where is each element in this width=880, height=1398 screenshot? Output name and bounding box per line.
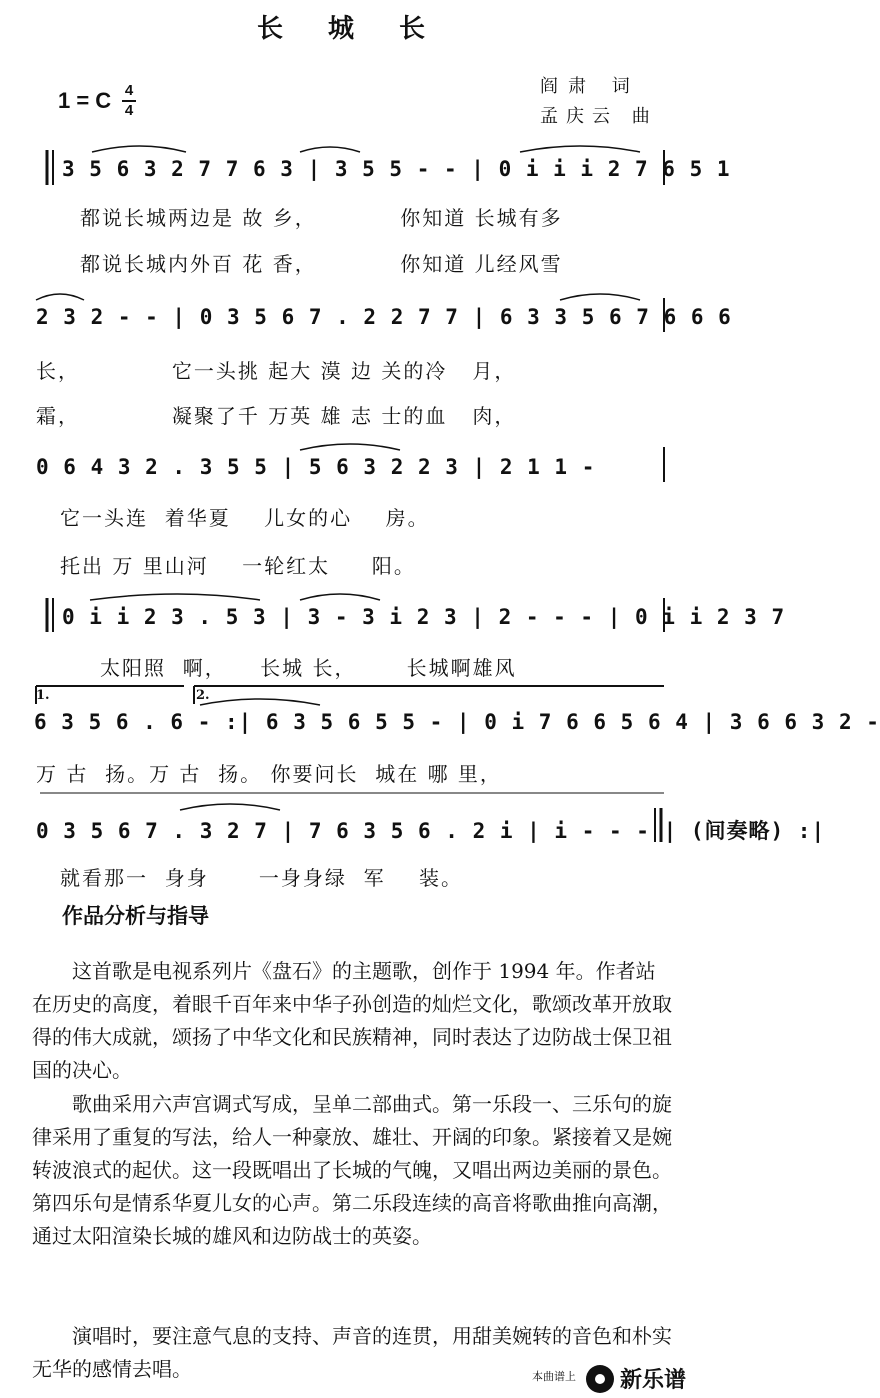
lyric-line-2b: 霜， 凝聚了千 万英 雄 志 士的血 肉， [36,404,517,428]
lyric-line-3b: 托出 万 里山河 一轮红太 阳。 [60,554,416,578]
lyric-line-5: 万 古 扬。万 古 扬。 你要问长 城在 哪 里， [36,762,502,786]
lyric-line-1b: 都说长城内外百 花 香， 你知道 儿经风雪 [80,252,563,276]
analysis-paragraph-1: 这首歌是电视系列片《盘石》的主题歌，创作于 1994 年。作者站在历史的高度，着眼千百年来中华子孙创造的灿烂文化，歌颂改革开放取得的伟大成就，颂扬了中华文化和民族精神，同时表达了边防战士保卫祖国的决心。 [32,959,672,1082]
notation-line-2: 2 3 2 - - | 0 3 5 6 7 . 2 2 7 7 | 6 3 3 5 6 7 6 6 6 [36,305,732,329]
notation-line-3: 0 6 4 3 2 . 3 5 5 | 5 6 3 2 2 3 | 2 1 1 - [36,455,596,479]
ending-label-1: 1. [36,688,50,703]
composer-credit: 孟庆云 曲 [540,106,658,127]
song-title: 长 城 长 [256,14,444,44]
notation-line-6: 0 3 5 6 7 . 3 2 7 | 7 6 3 5 6 . 2 i | i - - - | (间奏略) :| [36,819,826,843]
analysis-paragraph-3: 演唱时，要注意气息的支持、声音的连贯，用甜美婉转的音色和朴实无华的感情去唱。 [32,1324,672,1381]
notation-line-4: 0 i i 2 3 . 5 3 | 3 - 3 i 2 3 | 2 - - - | 0 i i 2 3 7 [62,605,786,629]
record-disc-icon [586,1365,614,1393]
notation-line-1: 3 5 6 3 2 7 7 6 3 | 3 5 5 - - | 0 i i i 2 7 6 5 1 [62,157,731,181]
notation-line-5: 6 3 5 6 . 6 - :| 6 3 5 6 5 5 - | 0 i 7 6 6 5 6 4 | 3 6 6 3 2 - [34,710,880,734]
site-logo[interactable] [586,1363,686,1394]
lyric-line-2a: 长， 它一头挑 起大 漠 边 关的冷 月， [36,359,517,383]
lyric-line-1a: 都说长城两边是 故 乡， 你知道 长城有多 [80,206,563,230]
analysis-heading: 作品分析与指导 [62,905,209,928]
ending-label-2: 2. [196,688,210,703]
time-signature-top: 4 [124,82,134,99]
key-signature: 1 = C [58,88,112,113]
lyricist-credit: 阎肃 词 [540,76,640,97]
analysis-paragraph-2: 歌曲采用六声宫调式写成，呈单二部曲式。第一乐段一、三乐句的旋律采用了重复的写法，给人一种豪放、雄壮、开阔的印象。紧接着又是婉转波浪式的起伏。这一段既唱出了长城的气魄，又唱出两边美丽的景色。第四乐句是情系华夏儿女的心声。第二乐段连续的高音将歌曲推向高潮，通过太阳渲染长城的雄风和边防战士的英姿。 [32,1092,672,1248]
lyric-line-6: 就看那一 身身 一身身绿 军 装。 [60,866,464,890]
footer-note: 本曲谱上 [532,1371,576,1383]
lyric-line-3a: 它一头连 着华夏 儿女的心 房。 [60,506,430,530]
time-signature-bottom: 4 [124,102,134,119]
logo-text: 新乐谱 [619,1367,686,1392]
lyric-line-4: 太阳照 啊， 长城 长， 长城啊雄风 [100,656,517,680]
